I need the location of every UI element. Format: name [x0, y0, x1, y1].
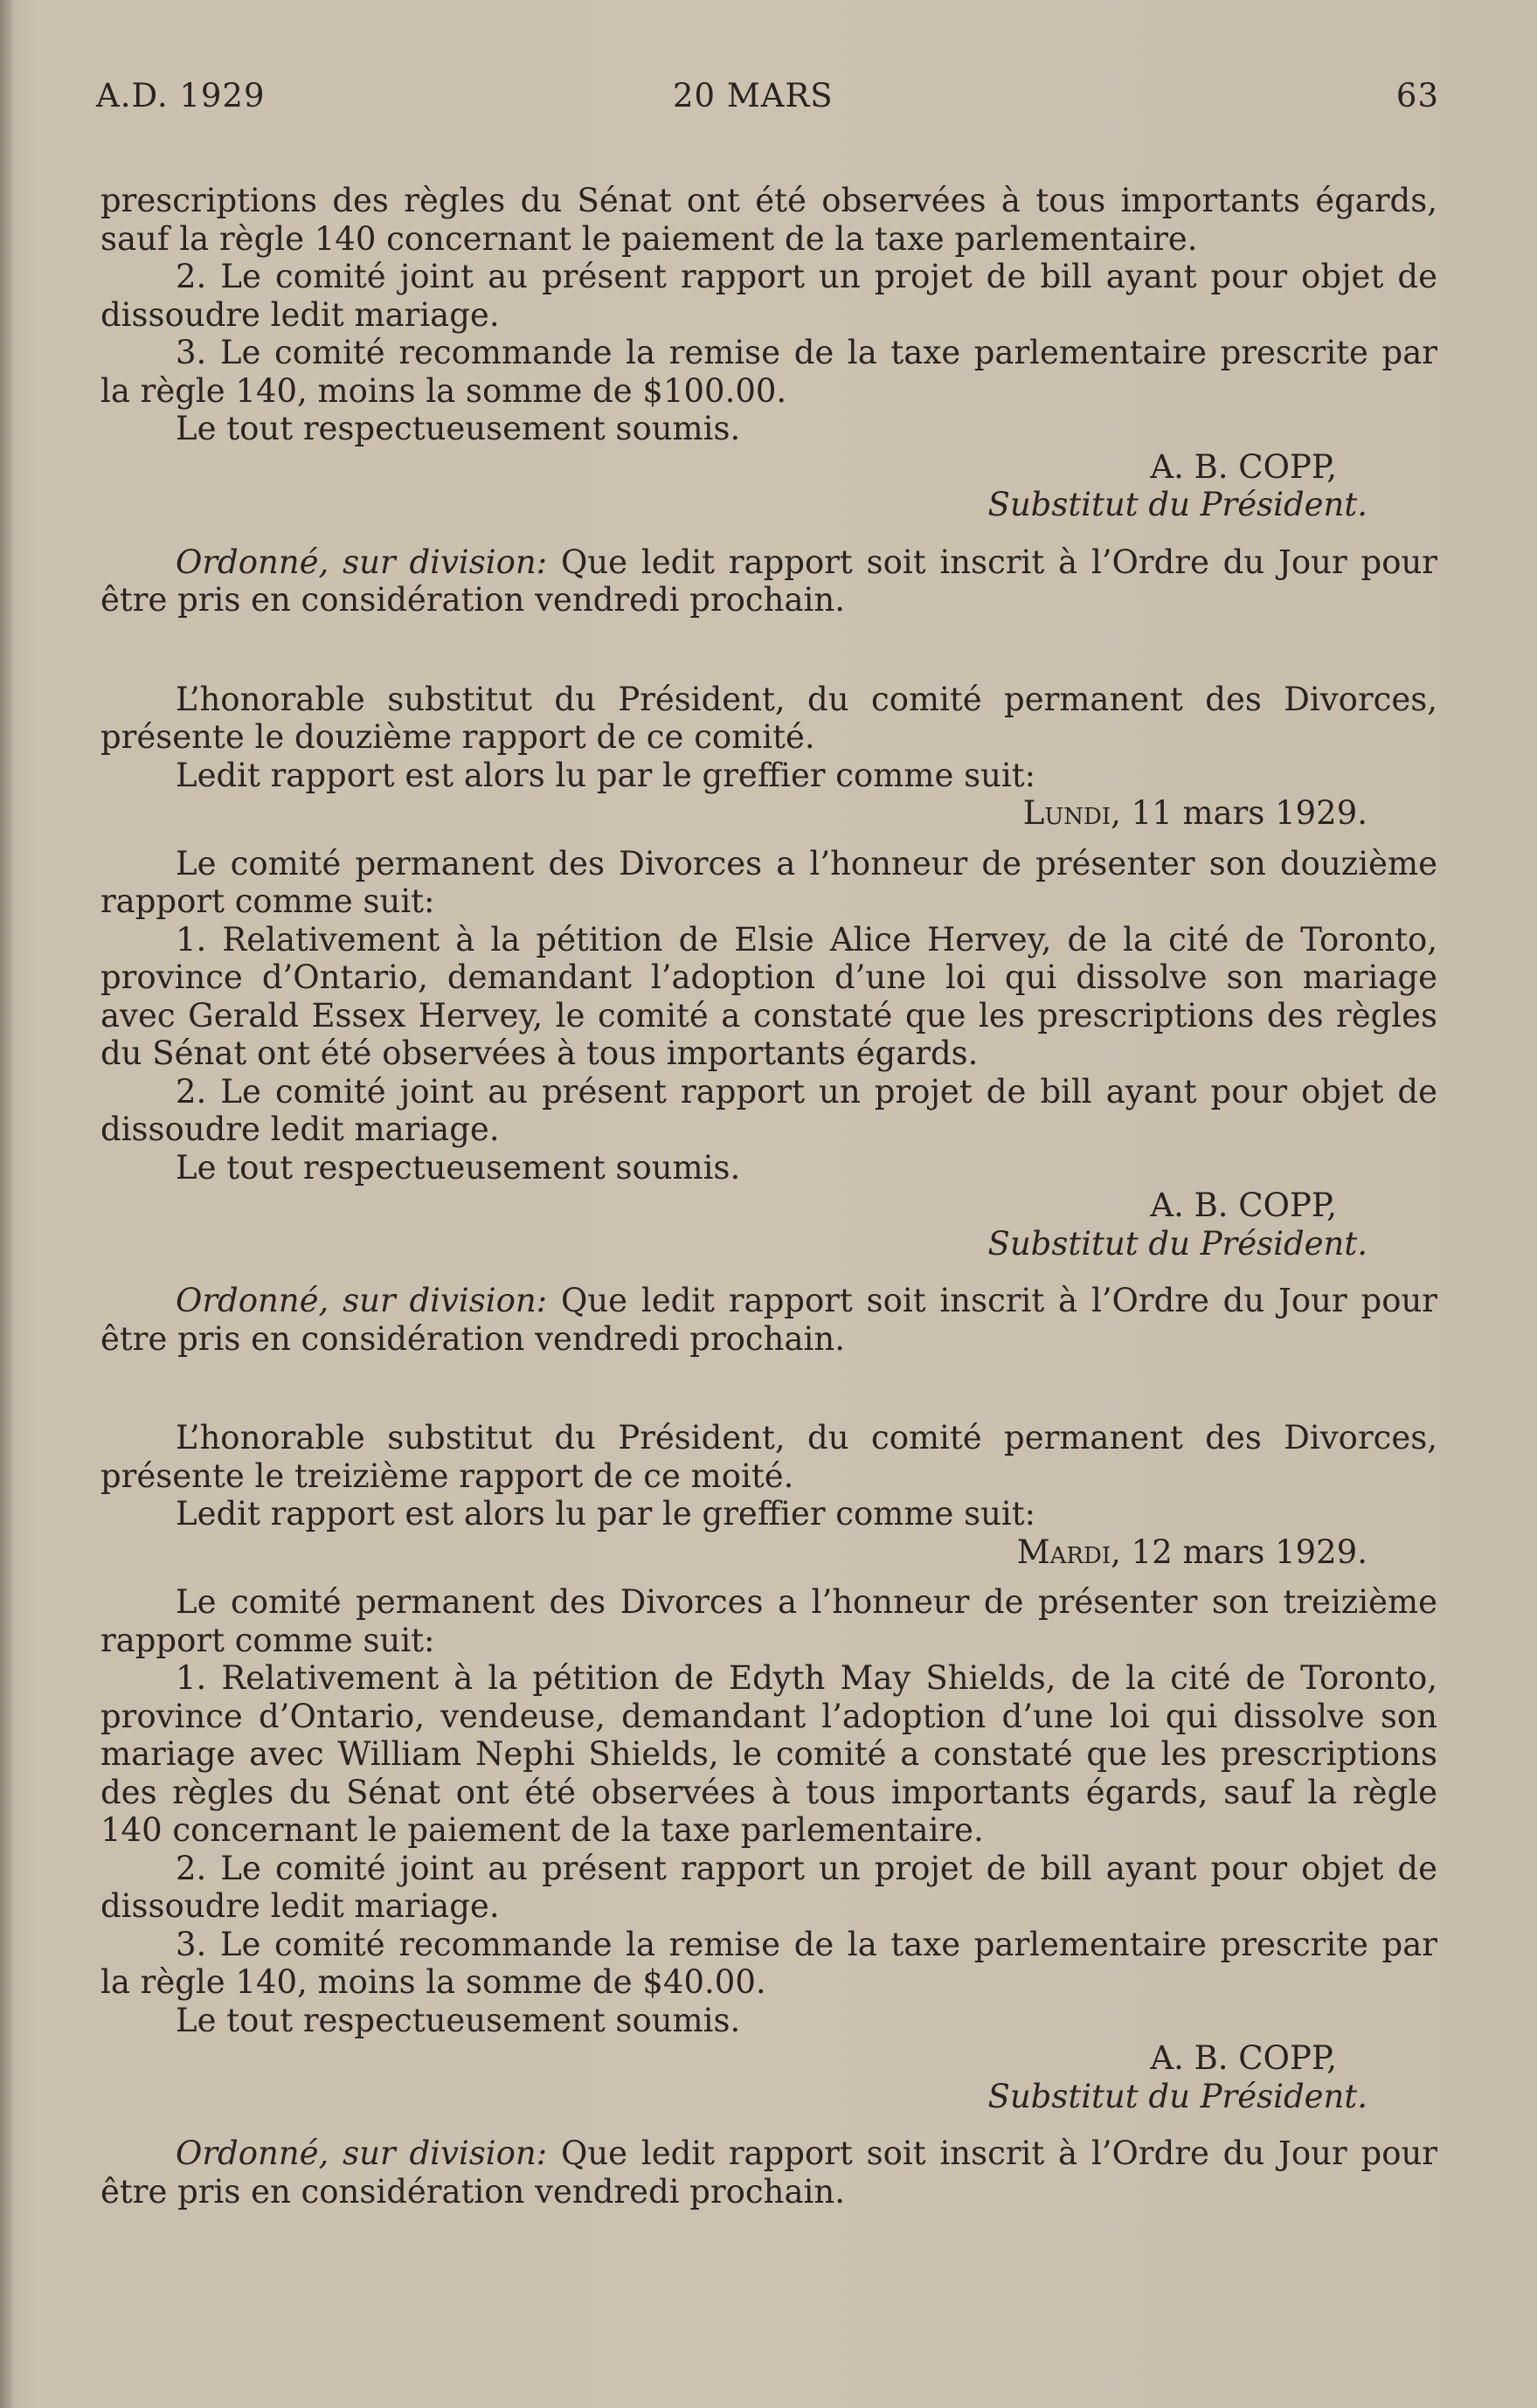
block2-intro: L’honorable substitut du Président, du comité permanent des Divorces, présente le douzième rapport de ce comité.: [100, 680, 1437, 756]
block2-date-rest: , 11 mars 1929.: [1111, 794, 1367, 832]
block1-paragraph-3: 3. Le comité recommande la remise de la taxe parlementaire prescrite par la règle 140, moins la somme de $100.00.: [100, 334, 1437, 410]
block2-read-line: Ledit rapport est alors lu par le greffier comme suit:: [176, 756, 1036, 794]
block3-signature-title: Substitut du Président.: [987, 2077, 1367, 2115]
block3-date-rest: , 12 mars 1929.: [1111, 1533, 1367, 1571]
block1-signature-title: Substitut du Président.: [987, 486, 1367, 523]
page-binding-edge: [0, 0, 12, 2408]
block3-date: [100, 1533, 1437, 1572]
block2-date: [100, 794, 1437, 833]
block1-order-text: Que ledit rapport soit inscrit à l’Ordre du Jour pour être pris en considération vendredi prochain.: [100, 543, 1437, 619]
block3-paragraph-2: 1. Relativement à la pétition de Edyth May Shields, de la cité de Toronto, province d’Ontario, vendeuse, demandant l’adoption d’une loi qui dissolve son mariage avec William Nephi Shields, le comité a constaté que les prescriptions des règles du Sénat ont été observées à tous importants égards, sauf la règle 140 concernant le paiement de la taxe parlementaire.: [100, 1659, 1437, 1849]
block3-date-day: Mardi: [1016, 1533, 1111, 1571]
block2-date-day: Lundi: [1022, 794, 1111, 832]
block3-order: [100, 2135, 1437, 2211]
block2-signature-title: Substitut du Président.: [987, 1224, 1367, 1263]
block2-paragraph-1: Le comité permanent des Divorces a l’honneur de présenter son douzième rapport comme suit:: [100, 844, 1437, 920]
block1-order: [100, 543, 1437, 619]
block1-submission: Le tout respectueusement soumis.: [176, 410, 741, 447]
block2-paragraph-3: 2. Le comité joint au présent rapport un projet de bill ayant pour objet de dissoudre ledit mariage.: [100, 1072, 1437, 1148]
block2-order-text: Que ledit rapport soit inscrit à l’Ordre du Jour pour être pris en considération vendredi prochain.: [100, 1282, 1437, 1358]
block1-order-label: Ordonné, sur division:: [176, 543, 548, 581]
block2-order-label: Ordonné, sur division:: [176, 1282, 548, 1319]
header-year: A.D. 1929: [96, 77, 266, 114]
block2-paragraph-2: 1. Relativement à la pétition de Elsie Alice Hervey, de la cité de Toronto, province d’Ontario, demandant l’adoption d’une loi qui dissolve son mariage avec Gerald Essex Hervey, le comité a constaté que les prescriptions des règles du Sénat ont été observées à tous importants égards.: [100, 920, 1437, 1072]
block3-order-label: Ordonné, sur division:: [176, 2135, 548, 2172]
block3-paragraph-1: Le comité permanent des Divorces a l’honneur de présenter son treizième rapport comme suit:: [100, 1583, 1437, 1659]
block1-paragraph-1: prescriptions des règles du Sénat ont été observées à tous importants égards, sauf la règle 140 concernant le paiement de la taxe parlementaire.: [100, 182, 1437, 258]
page-header: [96, 77, 1439, 129]
block3-submission: Le tout respectueusement soumis.: [176, 2001, 741, 2039]
block3-paragraph-3: 2. Le comité joint au présent rapport un projet de bill ayant pour objet de dissoudre ledit mariage.: [100, 1849, 1437, 1925]
block3-signature-name: A. B. COPP,: [1150, 2039, 1337, 2077]
block1-signature-name: A. B. COPP,: [1150, 447, 1337, 486]
block2-order: [100, 1282, 1437, 1358]
block2-submission: Le tout respectueusement soumis.: [176, 1148, 741, 1187]
block2-signature-name: A. B. COPP,: [1150, 1187, 1337, 1224]
block3-paragraph-4: 3. Le comité recommande la remise de la taxe parlementaire prescrite par la règle 140, moins la somme de $40.00.: [100, 1925, 1437, 2001]
header-date: 20 MARS: [673, 77, 834, 114]
header-page-number: 63: [1395, 77, 1439, 114]
block1-paragraph-2: 2. Le comité joint au présent rapport un projet de bill ayant pour objet de dissoudre ledit mariage.: [100, 258, 1437, 334]
page-body: [100, 182, 1437, 2211]
block3-order-text: Que ledit rapport soit inscrit à l’Ordre du Jour pour être pris en considération vendredi prochain.: [100, 2135, 1437, 2211]
block3-intro: L’honorable substitut du Président, du comité permanent des Divorces, présente le treizième rapport de ce moité.: [100, 1419, 1437, 1495]
block3-read-line: Ledit rapport est alors lu par le greffier comme suit:: [176, 1495, 1036, 1533]
